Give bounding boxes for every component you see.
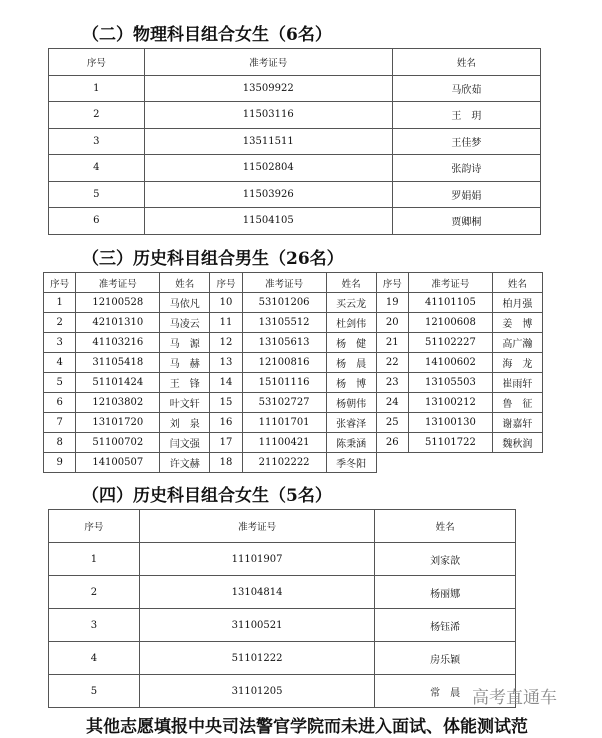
table-cell: 姜 博 [492, 313, 542, 333]
table-cell: 41103216 [76, 333, 160, 353]
table-cell: 海 龙 [492, 353, 542, 373]
section-title-physics-female: （二）物理科目组合女生（6名） [82, 25, 332, 45]
table-cell: 魏秋润 [492, 433, 542, 453]
table-cell: 杨朝伟 [326, 393, 376, 413]
table-cell: 常 晨 [375, 675, 516, 708]
table-cell: 13509922 [144, 75, 392, 102]
table-cell: 罗娟娟 [392, 181, 540, 208]
table-row [49, 181, 541, 208]
history-male-table [43, 272, 543, 473]
header-row [49, 49, 541, 76]
table-cell: 13105512 [242, 313, 326, 333]
table-cell: 刘 泉 [160, 413, 210, 433]
watermark: 高考直通车 [472, 688, 557, 708]
table-cell: 19 [376, 293, 408, 313]
column-header: 准考证号 [139, 510, 375, 543]
table-cell: 13511511 [144, 128, 392, 155]
table-cell: 闫文强 [160, 433, 210, 453]
table-row [49, 102, 541, 129]
table-cell: 11502804 [144, 155, 392, 182]
table-cell: 房乐颖 [375, 642, 516, 675]
table-cell: 柏月强 [492, 293, 542, 313]
table-cell: 杨钰浠 [375, 609, 516, 642]
table-cell: 31100521 [139, 609, 375, 642]
table-cell: 6 [44, 393, 76, 413]
history-female-table [48, 509, 516, 708]
table-cell: 王 玥 [392, 102, 540, 129]
table-cell: 9 [44, 453, 76, 473]
table-cell: 张睿泽 [326, 413, 376, 433]
table-cell: 24 [376, 393, 408, 413]
table-cell: 51101722 [408, 433, 492, 453]
table-cell: 12103802 [76, 393, 160, 413]
table-cell: 20 [376, 313, 408, 333]
table-cell: 刘家歆 [375, 543, 516, 576]
table-cell: 15 [210, 393, 242, 413]
table-cell: 3 [44, 333, 76, 353]
table-cell: 1 [49, 75, 145, 102]
table-row [49, 609, 516, 642]
table-cell: 11100421 [242, 433, 326, 453]
table-cell: 11503926 [144, 181, 392, 208]
table-row [44, 393, 543, 413]
column-header: 准考证号 [76, 273, 160, 293]
table-row [44, 353, 543, 373]
table-cell: 14 [210, 373, 242, 393]
table-row [44, 373, 543, 393]
table-cell: 51102227 [408, 333, 492, 353]
table-cell: 26 [376, 433, 408, 453]
table-cell: 11 [210, 313, 242, 333]
table-row [49, 675, 516, 708]
column-header: 准考证号 [242, 273, 326, 293]
table-cell: 1 [49, 543, 140, 576]
table-row [49, 642, 516, 675]
table-cell: 马 源 [160, 333, 210, 353]
physics-female-table [48, 48, 541, 235]
table-cell: 许文赫 [160, 453, 210, 473]
table-cell: 22 [376, 353, 408, 373]
table-cell: 马凌云 [160, 313, 210, 333]
column-header: 序号 [376, 273, 408, 293]
table-cell: 4 [49, 155, 145, 182]
table-row [44, 453, 543, 473]
table-cell: 15101116 [242, 373, 326, 393]
table-row [49, 543, 516, 576]
empty-cell [408, 453, 492, 473]
column-header: 序号 [49, 49, 145, 76]
table-row [49, 128, 541, 155]
column-header: 序号 [44, 273, 76, 293]
table-cell: 张韵诗 [392, 155, 540, 182]
column-header: 准考证号 [144, 49, 392, 76]
table-row [44, 433, 543, 453]
table-cell: 杨 健 [326, 333, 376, 353]
table-cell: 2 [49, 102, 145, 129]
column-header: 姓名 [375, 510, 516, 543]
table-cell: 13104814 [139, 576, 375, 609]
footer-text: 其他志愿填报中央司法警官学院而未进入面试、体能测试范 [86, 717, 528, 737]
table-cell: 53101206 [242, 293, 326, 313]
table-cell: 12100608 [408, 313, 492, 333]
column-header: 姓名 [326, 273, 376, 293]
table-cell: 杨 晨 [326, 353, 376, 373]
table-cell: 贾卿桐 [392, 208, 540, 235]
table-cell: 23 [376, 373, 408, 393]
table-row [44, 333, 543, 353]
table-cell: 21102222 [242, 453, 326, 473]
table-cell: 13105503 [408, 373, 492, 393]
table-cell: 杨丽娜 [375, 576, 516, 609]
table-cell: 11101907 [139, 543, 375, 576]
table-cell: 2 [49, 576, 140, 609]
table-cell: 马 赫 [160, 353, 210, 373]
column-header: 姓名 [160, 273, 210, 293]
table-cell: 马依凡 [160, 293, 210, 313]
table-cell: 18 [210, 453, 242, 473]
section-title-history-male: （三）历史科目组合男生（26名） [82, 249, 344, 269]
table-row [49, 208, 541, 235]
section-title-history-female: （四）历史科目组合女生（5名） [82, 486, 332, 506]
table-cell: 季冬阳 [326, 453, 376, 473]
table-cell: 杨 博 [326, 373, 376, 393]
table-cell: 3 [49, 128, 145, 155]
table-cell: 13100212 [408, 393, 492, 413]
header-row [49, 510, 516, 543]
table-cell: 王 锋 [160, 373, 210, 393]
table-cell: 25 [376, 413, 408, 433]
table-row [44, 413, 543, 433]
table-cell: 12100528 [76, 293, 160, 313]
table-row [44, 293, 543, 313]
table-cell: 高广瀚 [492, 333, 542, 353]
table-cell: 41101105 [408, 293, 492, 313]
table-cell: 5 [49, 675, 140, 708]
header-row [44, 273, 543, 293]
column-header: 姓名 [492, 273, 542, 293]
table-row [44, 313, 543, 333]
column-header: 姓名 [392, 49, 540, 76]
table-row [49, 155, 541, 182]
table-cell: 53102727 [242, 393, 326, 413]
table-cell: 1 [44, 293, 76, 313]
table-row [49, 576, 516, 609]
table-cell: 谢嘉轩 [492, 413, 542, 433]
table-cell: 4 [44, 353, 76, 373]
table-cell: 12100816 [242, 353, 326, 373]
table-cell: 13101720 [76, 413, 160, 433]
table-cell: 10 [210, 293, 242, 313]
table-cell: 鲁 征 [492, 393, 542, 413]
table-cell: 5 [49, 181, 145, 208]
table-cell: 7 [44, 413, 76, 433]
table-cell: 3 [49, 609, 140, 642]
table-cell: 买云龙 [326, 293, 376, 313]
table-cell: 17 [210, 433, 242, 453]
table-cell: 陈秉涵 [326, 433, 376, 453]
table-row [49, 75, 541, 102]
table-cell: 11503116 [144, 102, 392, 129]
table-cell: 5 [44, 373, 76, 393]
table-cell: 6 [49, 208, 145, 235]
table-cell: 42101310 [76, 313, 160, 333]
table-cell: 2 [44, 313, 76, 333]
table-cell: 12 [210, 333, 242, 353]
empty-cell [492, 453, 542, 473]
table-cell: 13 [210, 353, 242, 373]
table-cell: 16 [210, 413, 242, 433]
table-cell: 马欣茹 [392, 75, 540, 102]
column-header: 序号 [49, 510, 140, 543]
table-cell: 11504105 [144, 208, 392, 235]
table-cell: 4 [49, 642, 140, 675]
table-cell: 51101222 [139, 642, 375, 675]
table-cell: 31101205 [139, 675, 375, 708]
table-cell: 14100602 [408, 353, 492, 373]
table-cell: 崔雨轩 [492, 373, 542, 393]
table-cell: 8 [44, 433, 76, 453]
table-cell: 51101424 [76, 373, 160, 393]
table-cell: 31105418 [76, 353, 160, 373]
table-cell: 13105613 [242, 333, 326, 353]
table-cell: 13100130 [408, 413, 492, 433]
table-cell: 杜剑伟 [326, 313, 376, 333]
table-cell: 叶文轩 [160, 393, 210, 413]
table-cell: 11101701 [242, 413, 326, 433]
empty-cell [376, 453, 408, 473]
table-cell: 王佳梦 [392, 128, 540, 155]
table-cell: 14100507 [76, 453, 160, 473]
column-header: 序号 [210, 273, 242, 293]
column-header: 准考证号 [408, 273, 492, 293]
table-cell: 51100702 [76, 433, 160, 453]
table-cell: 21 [376, 333, 408, 353]
